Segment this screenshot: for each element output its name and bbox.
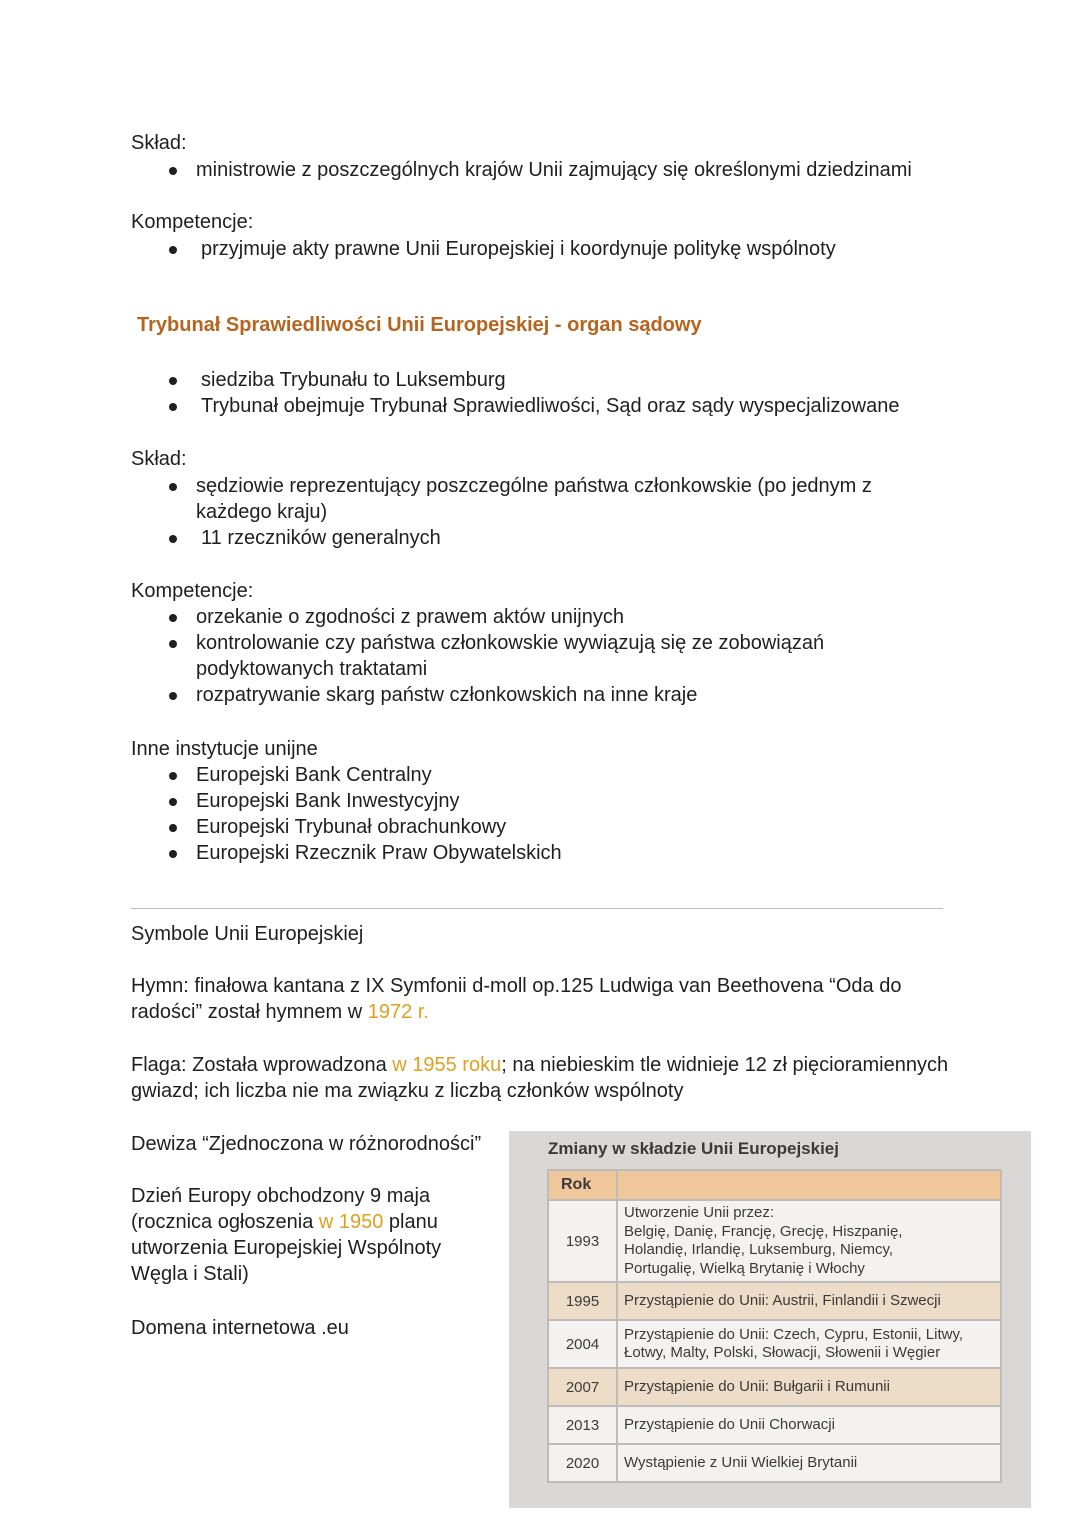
europe-day-text: (rocznica ogłoszenia bbox=[131, 1211, 319, 1233]
row-description: Przystąpienie do Unii: Austrii, Finlandii i Szwecji bbox=[617, 1282, 1001, 1320]
tribunal-competences bbox=[131, 578, 961, 708]
row-year: 2020 bbox=[548, 1444, 617, 1482]
list-item: kontrolowanie czy państwa członkowskie wywiązują się ze zobowiązań bbox=[131, 630, 961, 656]
row-text: Łotwy, Malty, Polski, Słowacji, Słowenii i Węgier bbox=[624, 1344, 941, 1361]
row-text: Holandię, Irlandię, Luksemburg, Niemcy, bbox=[624, 1241, 894, 1258]
row-text: Przystąpienie do Unii: Czech, Cypru, Estonii, Litwy, bbox=[624, 1325, 964, 1343]
hymn-paragraph bbox=[131, 973, 961, 1025]
table-row bbox=[548, 1320, 1001, 1368]
row-description: Przystąpienie do Unii: Bułgarii i Rumunii bbox=[617, 1368, 1001, 1406]
tribunal-composition bbox=[131, 446, 961, 551]
list-item: Europejski Trybunał obrachunkowy bbox=[131, 814, 961, 840]
list-item: siedziba Trybunału to Luksemburg bbox=[131, 367, 961, 393]
list-item: przyjmuje akty prawne Unii Europejskiej i koordynuje politykę wspólnoty bbox=[131, 236, 961, 262]
row-description bbox=[617, 1320, 1001, 1368]
list-item: ministrowie z poszczególnych krajów Unii zajmujący się określonymi dziedzinami bbox=[131, 157, 961, 183]
membership-table-photo bbox=[509, 1131, 1031, 1508]
table-row bbox=[548, 1406, 1001, 1444]
section-label: Inne instytucje unijne bbox=[131, 738, 318, 760]
horizontal-divider bbox=[131, 908, 943, 909]
flag-line bbox=[131, 1052, 961, 1078]
other-institutions bbox=[131, 736, 961, 866]
europe-day-line: utworzenia Europejskiej Wspólnoty bbox=[131, 1237, 442, 1259]
section-heading: Trybunał Sprawiedliwości Unii Europejskiej - organ sądowy bbox=[137, 314, 702, 336]
flag-text: ; na niebieskim tle widnieje 12 zł pięcioramiennych bbox=[501, 1054, 949, 1076]
council-section bbox=[131, 130, 961, 262]
row-text: Belgię, Danię, Francję, Grecję, Hiszpanię, bbox=[624, 1222, 903, 1240]
hymn-line: Hymn: finałowa kantana z IX Symfonii d-moll op.125 Ludwiga van Beethovena “Oda do bbox=[131, 975, 902, 997]
motto: Dewiza “Zjednoczona w różnorodności” bbox=[131, 1133, 482, 1155]
row-year: 2007 bbox=[548, 1368, 617, 1406]
europe-day-line bbox=[131, 1209, 501, 1235]
membership-table bbox=[547, 1169, 1002, 1483]
hymn-line bbox=[131, 999, 961, 1025]
list-item: Europejski Bank Inwestycyjny bbox=[131, 788, 961, 814]
list-item: 11 rzeczników generalnych bbox=[131, 525, 961, 551]
row-text: Utworzenie Unii przez: bbox=[624, 1204, 775, 1221]
section-label: Skład: bbox=[131, 448, 187, 470]
row-year: 2013 bbox=[548, 1406, 617, 1444]
flag-line: gwiazd; ich liczba nie ma związku z liczbą członków wspólnoty bbox=[131, 1080, 684, 1102]
list-item: Europejski Bank Centralny bbox=[131, 762, 961, 788]
flag-paragraph bbox=[131, 1052, 961, 1104]
row-description bbox=[617, 1200, 1001, 1282]
list-item: Europejski Rzecznik Praw Obywatelskich bbox=[131, 840, 961, 866]
flag-year: w 1955 roku bbox=[392, 1054, 502, 1076]
header-year: Rok bbox=[548, 1170, 617, 1200]
header-empty bbox=[617, 1170, 1001, 1200]
table-row bbox=[548, 1200, 1001, 1282]
section-label: Kompetencje: bbox=[131, 211, 254, 233]
europe-day-line: Dzień Europy obchodzony 9 maja bbox=[131, 1185, 431, 1207]
row-year: 1993 bbox=[548, 1200, 617, 1282]
row-year: 2004 bbox=[548, 1320, 617, 1368]
tribunal-intro bbox=[131, 367, 961, 419]
table-row bbox=[548, 1368, 1001, 1406]
row-text: Portugalię, Wielką Brytanię i Włochy bbox=[624, 1259, 865, 1277]
list-item-continuation: każdego kraju) bbox=[196, 501, 328, 523]
table-title: Zmiany w składzie Unii Europejskiej bbox=[548, 1139, 839, 1158]
table-row bbox=[548, 1444, 1001, 1482]
list-item-continuation: podyktowanych traktatami bbox=[196, 658, 428, 680]
europe-day-paragraph bbox=[131, 1183, 501, 1287]
flag-text: Flaga: Została wprowadzona bbox=[131, 1054, 393, 1076]
symbols-title: Symbole Unii Europejskiej bbox=[131, 923, 364, 945]
row-year: 1995 bbox=[548, 1282, 617, 1320]
hymn-text: radości” został hymnem w bbox=[131, 1001, 368, 1023]
section-label: Kompetencje: bbox=[131, 580, 254, 602]
table-row bbox=[548, 1282, 1001, 1320]
list-item: rozpatrywanie skarg państw członkowskich na inne kraje bbox=[131, 682, 961, 708]
list-item: sędziowie reprezentujący poszczególne państwa członkowskie (po jednym z bbox=[131, 473, 961, 499]
section-label: Skład: bbox=[131, 132, 187, 154]
list-item: Trybunał obejmuje Trybunał Sprawiedliwości, Sąd oraz sądy wyspecjalizowane bbox=[131, 393, 961, 419]
row-description: Wystąpienie z Unii Wielkiej Brytanii bbox=[617, 1444, 1001, 1482]
table-header-row bbox=[548, 1170, 1001, 1200]
hymn-year: 1972 r. bbox=[367, 1001, 429, 1023]
europe-day-text: planu bbox=[383, 1211, 438, 1233]
europe-day-line: Węgla i Stali) bbox=[131, 1263, 249, 1285]
europe-day-year: w 1950 bbox=[318, 1211, 384, 1233]
list-item: orzekanie o zgodności z prawem aktów unijnych bbox=[131, 604, 961, 630]
row-description: Przystąpienie do Unii Chorwacji bbox=[617, 1406, 1001, 1444]
internet-domain: Domena internetowa .eu bbox=[131, 1317, 349, 1339]
